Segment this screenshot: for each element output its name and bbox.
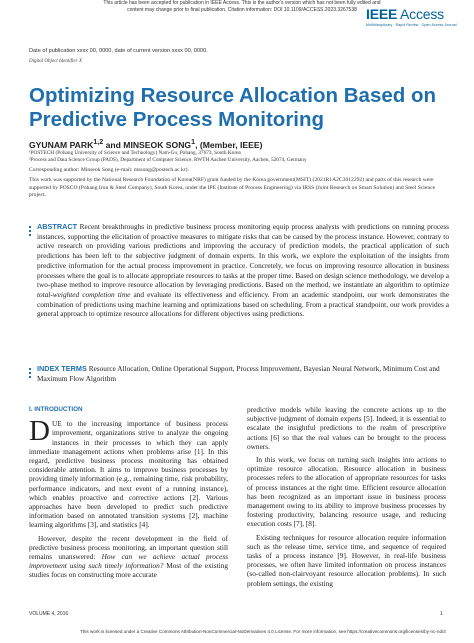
- affiliations: [29, 150, 307, 164]
- author-2-affil: 1: [191, 138, 196, 146]
- corresponding-author: Corresponding author: Minseok Song (e-mail: mssong@postech.ac.kr).: [29, 167, 189, 173]
- ieee-access-logo: [366, 6, 466, 36]
- abstract-marker-dots: [29, 226, 32, 238]
- volume-info: VOLUME 4, 2016: [29, 611, 69, 617]
- abstract-label: ABSTRACT: [37, 222, 78, 231]
- intro-paragraph-5: Existing techniques for resource allocation require information such as the release time, service time, and sequence of required tasks of a process instance [9]. However, in real-life business processes, we often have limited information on process instances (so-called non-clairvoyant resource allocation problems). In such problem settings, the existing: [247, 532, 446, 588]
- index-terms-text: Resource Allocation, Online Operational Support, Process Improvement, Bayesian Neural Network, Minimum Cost and Maximum Flow Algorithm: [37, 364, 440, 383]
- funding-statement: This work was supported by the National Research Foundation of Korea(NRF) grant funded by the Korea government(MSIT) (2021R1A2C3012292) and parts of this research were supported by POSCO (Pohang Iron & Steel Company), South Korea, under the IPE (Institute of Process Engineering) via IRSS (Joint Research on Smart Solution) and Steel Science project.: [29, 177, 436, 199]
- author-1-affil: 1,2: [93, 138, 104, 146]
- publication-notice-line2: content may change prior to final publication. Citation information: DOI 10.1109/ACCESS.2023.3267538: [127, 7, 357, 13]
- logo-ieee-text: IEEE: [366, 6, 398, 22]
- publication-dates: Date of publication xxxx 00, 0000, date of current version xxxx 00, 0000.: [29, 48, 208, 54]
- license-notice: This work is licensed under a Creative Commons Attribution-NonCommercial-NoDerivatives 4.0 License. For more information, see https://creativecommons.org/licenses/by-nc-nd/4: [80, 629, 446, 634]
- abstract-text-1: Recent breakthroughs in predictive business process monitoring equip process analysts with predictions on running process instances, supporting the elicitation of proactive measures to mitigate risks that can be caused by the process instance. However, contrary to active research on providing various predictions and improving the accuracy of prediction models, the practical application of such predictions has been left to the subjective judgment of domain experts. In this work, we explore the exploitation of the insights from predictive information for the actual process improvement in practice. Concretely, we focus on improving resource allocation in business processes where the goal is to allocate appropriate resources to tasks at the proper time. Based on design science methodology, we develop a two-phase method to improve resource allocation by leveraging predictions. Based on the method, we instantiate an algorithm to optimize: [37, 222, 449, 290]
- abstract-text-2: and evaluate its effectiveness and efficiency. From an academic standpoint, our work demonstrates the combination of predictions using machine learning and optimizations based on scheduling. From a practical standpoint, our work provides a general approach to optimize resource allocations for different objectives using predictions.: [37, 289, 449, 319]
- doi-line: Digital Object Identifier X: [29, 59, 82, 64]
- author-1: GYUNAM PARK: [29, 139, 94, 150]
- author-membership: , (Member, IEEE): [195, 139, 263, 150]
- author-line: [29, 138, 262, 150]
- page-number: 1: [440, 611, 443, 617]
- left-column: [29, 405, 228, 584]
- abstract-section: [29, 222, 449, 319]
- affiliation-1: ¹POSTECH (Pohang University of Science and Technology) Nam-Gu, Pohang, 37673, South Korea: [29, 150, 241, 156]
- intro-paragraph-3: predictive models while leaving the concrete actions up to the subjective judgment of domain experts [5]. Indeed, it is essential to escalate the insightful predictions to the realm of prescriptive actions [6] so that the real values can be brought to the process owners.: [247, 405, 446, 451]
- logo-tagline: Multidisciplinary : Rapid Review : Open Access Journal: [366, 23, 457, 27]
- affiliation-2: ²Process and Data Science Group (PADS), Department of Computer Science, RWTH Aachen University, Aachen, 52074, Germany: [29, 157, 307, 163]
- right-column: [247, 405, 446, 592]
- intro-paragraph-1: DUE to the increasing importance of business process improvement, organizations strive to analyze the ongoing instances in their processes to which they can apply immediate management actions when problems arise [1]. In this regard, predictive business process monitoring has obtained considerable attention. It aims to improve business processes by providing timely information (e.g., remaining time, risk probability, performance indicators, and next event of a running instance), which enables proactive and corrective actions [2]. Various approaches have been developed to predict such predictive information based on annotated transition systems [2], machine learning algorithms [3], and statistics [4].: [29, 415, 228, 530]
- intro-paragraph-2: However, despite the recent development in the field of predictive business process monitoring, an important question still remains unanswered: How can we achieve actual process improvement using such timely information? Most of the existing studies focus on constructing more accurate: [29, 533, 228, 580]
- publication-notice: [92, 0, 392, 14]
- introduction-heading: I. INTRODUCTION: [29, 406, 83, 413]
- publication-notice-line1: This article has been accepted for publication in IEEE Access. This is the author's version which has not been fully edited and: [103, 0, 381, 6]
- paper-title: Optimizing Resource Allocation Based on Predictive Process Monitoring: [29, 84, 437, 131]
- index-terms-section: [29, 364, 449, 383]
- drop-cap: D: [29, 415, 50, 448]
- intro-paragraph-4: In this work, we focus on turning such insights into actions to optimize resource allocation. Resource allocation in business processes refers to the allocation of appropriate resources for tasks of process instances at the right time. Efficient resource allocation has been recognized as an important issue in business process management owing to its ability to improve business processes by fostering productivity, balancing resource usage, and reducing execution costs [7], [8].: [247, 455, 446, 529]
- index-terms-label: INDEX TERMS: [37, 364, 87, 373]
- author-2: and MINSEOK SONG: [103, 139, 192, 150]
- abstract-italic: total-weighted completion time: [37, 289, 131, 299]
- index-terms-marker-dots: [29, 368, 32, 380]
- logo-access-text: Access: [400, 6, 444, 22]
